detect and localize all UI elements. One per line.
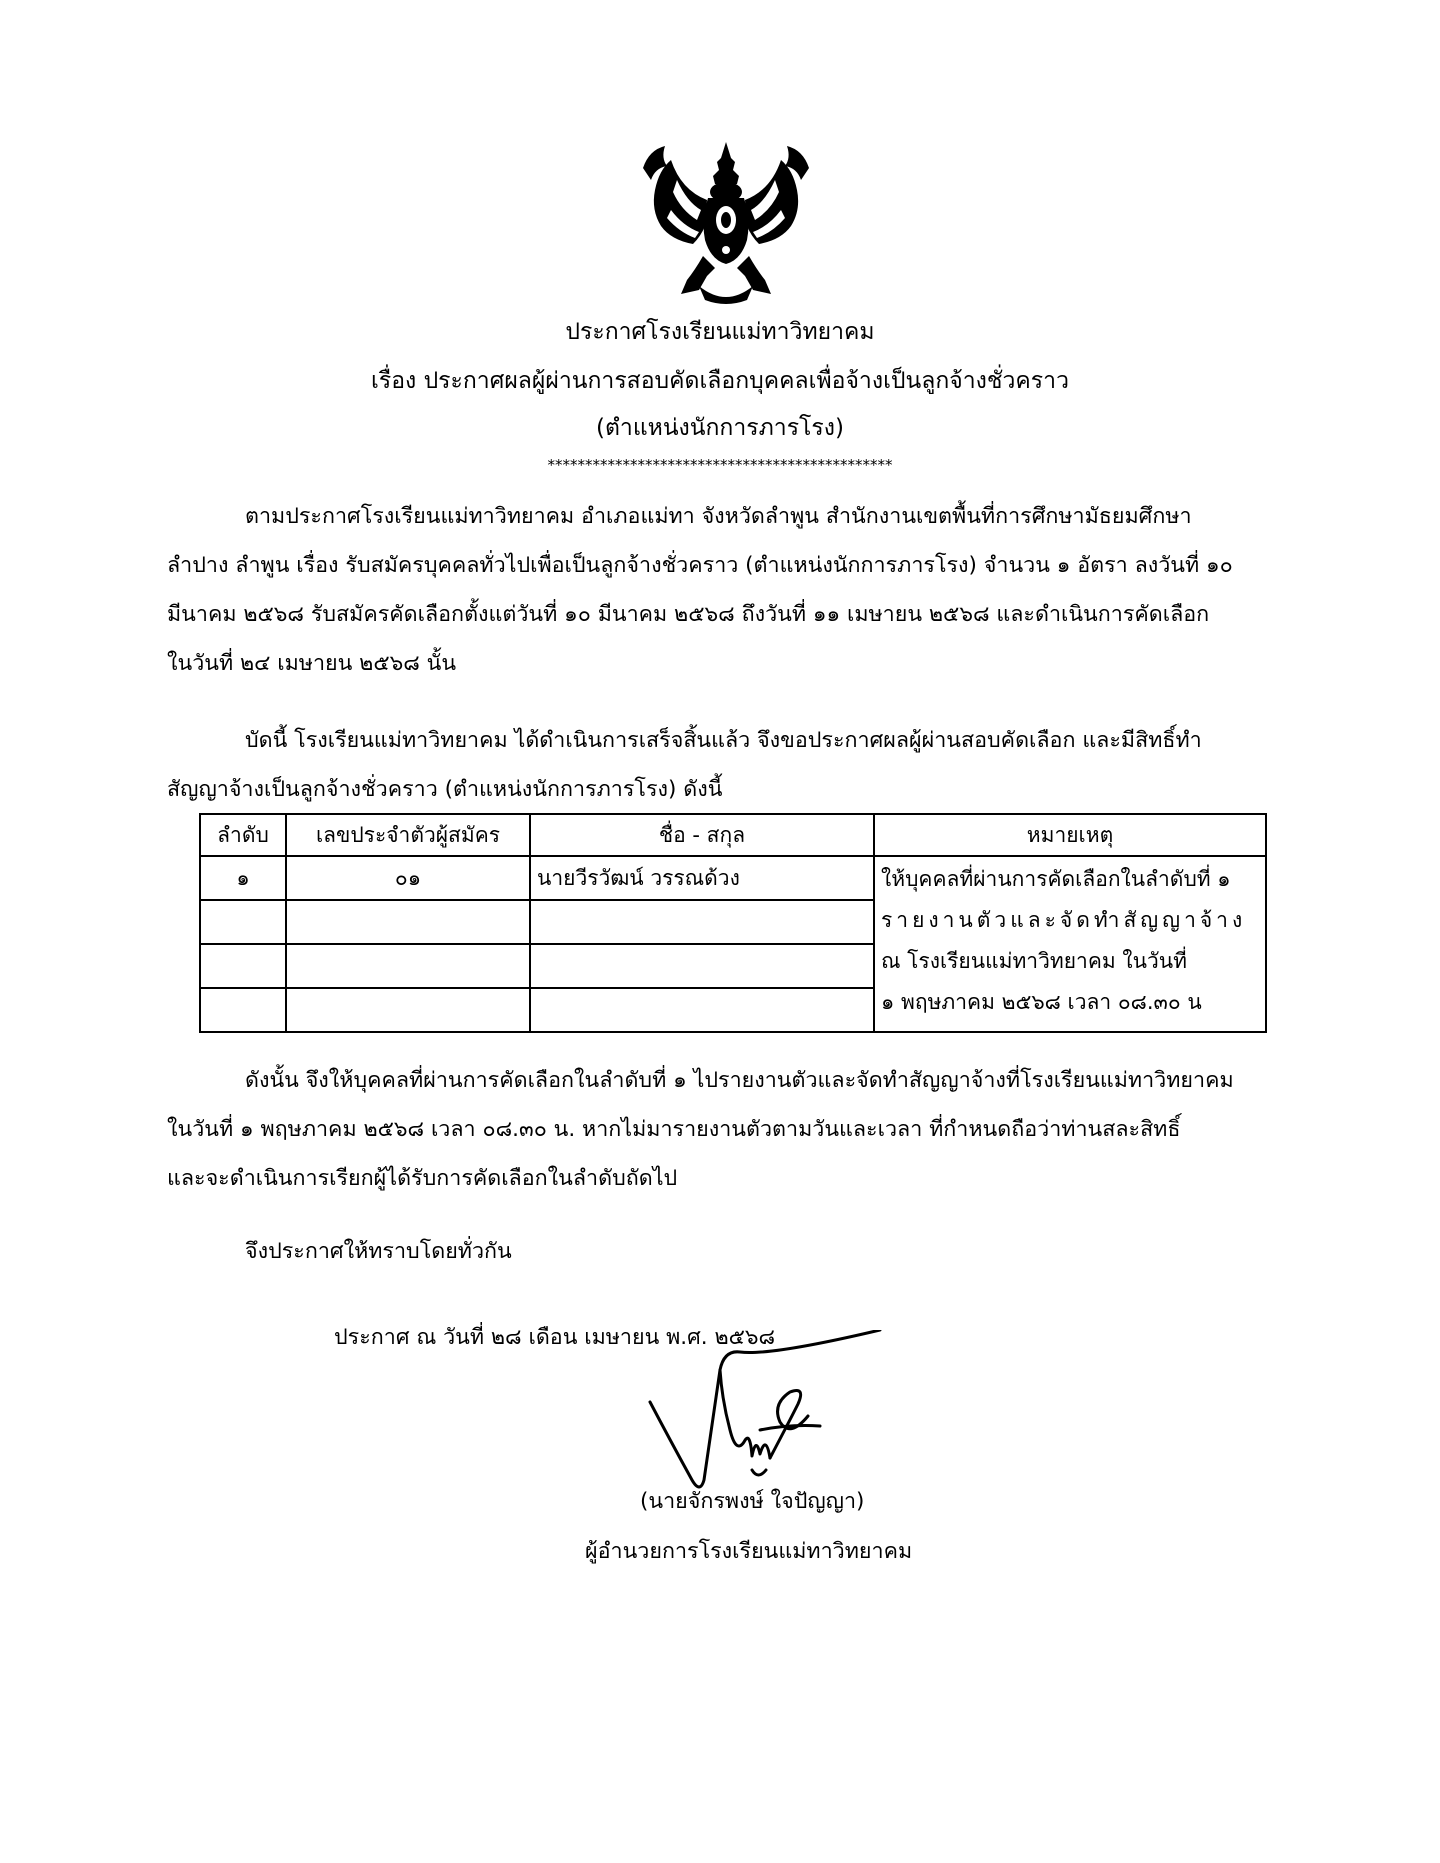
- note-line: ณ โรงเรียนแม่ทาวิทยาคม ในวันที่: [881, 949, 1187, 973]
- cell-applicant-id: ๐๑: [286, 856, 530, 900]
- garuda-emblem-icon: [641, 140, 811, 308]
- cell-name: นายวีรวัฒน์ วรรณด้วง: [530, 856, 874, 900]
- announcement-title: ประกาศโรงเรียนแม่ทาวิทยาคม: [565, 319, 875, 345]
- announcement-position: (ตำแหน่งนักการภารโรง): [596, 415, 844, 441]
- paragraph-result-intro: [167, 716, 1307, 814]
- cell-applicant-id: [286, 944, 530, 988]
- handwritten-signature-icon: [640, 1330, 900, 1505]
- cell-order: [200, 900, 286, 944]
- note-line: ให้บุคคลที่ผ่านการคัดเลือกในลำดับที่ ๑: [881, 867, 1231, 891]
- paragraph-line: ในวันที่ ๒๔ เมษายน ๒๕๖๘ นั้น: [167, 651, 457, 676]
- closing-statement: [167, 1227, 1307, 1276]
- cell-name: [530, 988, 874, 1032]
- cell-order: [200, 944, 286, 988]
- paragraph-line: มีนาคม ๒๕๖๘ รับสมัครคัดเลือกตั้งแต่วันที่ ๑๐ มีนาคม ๒๕๖๘ ถึงวันที่ ๑๑ เมษายน ๒๕๖๘ และดำเนินการคัดเลือก: [167, 602, 1210, 627]
- cell-applicant-id: [286, 988, 530, 1032]
- paragraph-line: สัญญาจ้างเป็นลูกจ้างชั่วคราว (ตำแหน่งนักการภารโรง) ดังนี้: [167, 777, 723, 802]
- table-header-row: [200, 814, 1266, 856]
- table-row: [200, 856, 1266, 900]
- announcement-subject: เรื่อง ประกาศผลผู้ผ่านการสอบคัดเลือกบุคคลเพื่อจ้างเป็นลูกจ้างชั่วคราว: [371, 368, 1069, 394]
- note-line: รายงานตัวและจัดทำสัญญาจ้าง: [881, 908, 1247, 932]
- closing-line: จึงประกาศให้ทราบโดยทั่วกัน: [245, 1239, 512, 1264]
- paragraph-instructions: [167, 1056, 1307, 1203]
- paragraph-line: ลำปาง ลำพูน เรื่อง รับสมัครบุคคลทั่วไปเพื่อเป็นลูกจ้างชั่วคราว (ตำแหน่งนักการภารโรง) จำนวน ๑ อัตรา ลงวันที่ ๑๐: [167, 553, 1233, 578]
- cell-name: [530, 900, 874, 944]
- column-header-name: ชื่อ - สกุล: [530, 814, 874, 856]
- cell-applicant-id: [286, 900, 530, 944]
- results-table: [199, 813, 1267, 1033]
- paragraph-line: บัดนี้ โรงเรียนแม่ทาวิทยาคม ได้ดำเนินการเสร็จสิ้นแล้ว จึงขอประกาศผลผู้ผ่านสอบคัดเลือก และมีสิทธิ์ทำ: [245, 728, 1202, 753]
- cell-order: ๑: [200, 856, 286, 900]
- signatory-position: ผู้อำนวยการโรงเรียนแม่ทาวิทยาคม: [585, 1539, 913, 1564]
- separator-line: **********************************************: [547, 456, 893, 474]
- announcement-date: ประกาศ ณ วันที่ ๒๘ เดือน เมษายน พ.ศ. ๒๕๖๘: [334, 1325, 776, 1350]
- paragraph-reference: [167, 492, 1307, 688]
- paragraph-line: และจะดำเนินการเรียกผู้ได้รับการคัดเลือกในลำดับถัดไป: [167, 1166, 678, 1191]
- cell-order: [200, 988, 286, 1032]
- note-line: ๑ พฤษภาคม ๒๕๖๘ เวลา ๐๘.๓๐ น: [881, 990, 1202, 1014]
- paragraph-line: ดังนั้น จึงให้บุคคลที่ผ่านการคัดเลือกในลำดับที่ ๑ ไปรายงานตัวและจัดทำสัญญาจ้างที่โรงเรียนแม่ทาวิทยาคม: [245, 1068, 1234, 1093]
- cell-note: [874, 856, 1266, 1032]
- paragraph-line: ในวันที่ ๑ พฤษภาคม ๒๕๖๘ เวลา ๐๘.๓๐ น. หากไม่มารายงานตัวตามวันและเวลา ที่กำหนดถือว่าท่านสละสิทธิ์: [167, 1117, 1181, 1142]
- column-header-note: หมายเหตุ: [874, 814, 1266, 856]
- cell-name: [530, 944, 874, 988]
- paragraph-line: ตามประกาศโรงเรียนแม่ทาวิทยาคม อำเภอแม่ทา จังหวัดลำพูน สำนักงานเขตพื้นที่การศึกษามัธยมศึกษา: [245, 504, 1192, 529]
- column-header-order: ลำดับ: [200, 814, 286, 856]
- signatory-name: (นายจักรพงษ์ ใจปัญญา): [640, 1489, 865, 1514]
- column-header-applicant-id: เลขประจำตัวผู้สมัคร: [286, 814, 530, 856]
